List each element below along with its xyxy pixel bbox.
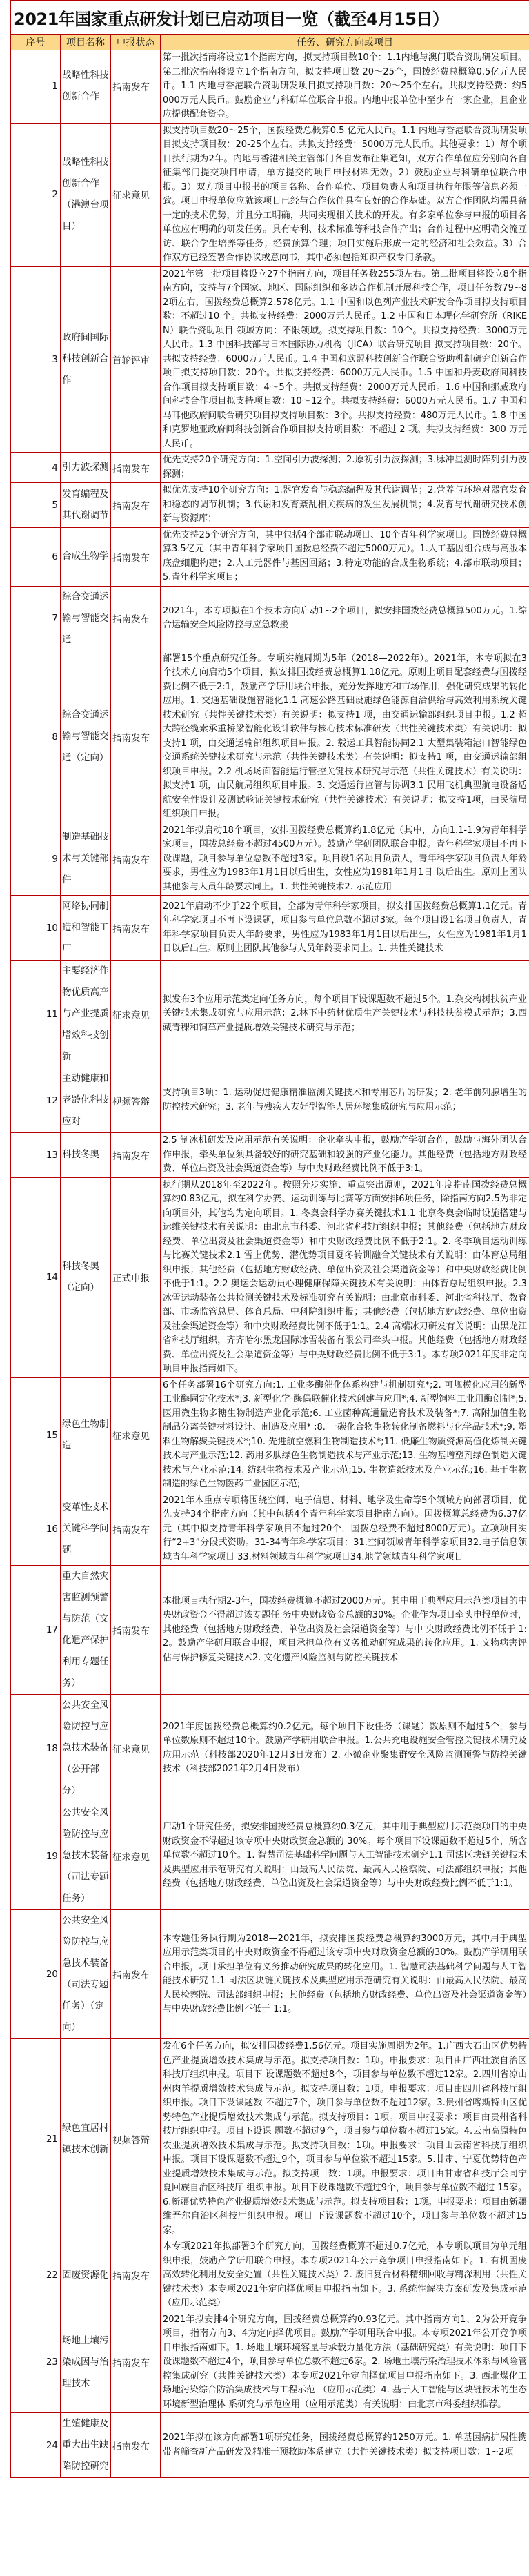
table-row	[11, 527, 529, 586]
table-row	[11, 1068, 529, 1133]
tasks-cell[interactable]: 执行期从2018年至2022年。按照分步实施、重点突出原则，2021年度指南国拨经费总概算约0.83亿元，拟在科学办赛、运动训练与比赛等方面安排6项任务，除指南方向2.5为非定向项目外，其他均为定向项目。1. 冬奥会科学办赛关键技术1.1 北京冬奥会临时设施搭建与运维关键技术有关说明：由北京市科委、河北省科技厅组织申报；其他经费（包括地方财政经费、单位出资及社会渠道资金等）和中央财政经费比例不低于2:1。2. 冬季项目运动训练与比赛关键技术2.1 雪上优势、潜优势项目夏冬转训融合关键技术有关说明：由体育总局组织申报；其他经费（包括地方财政经费、单位出资及社会渠道资金等）和中央财政经费比例不低于1:1。2.2 奥运会运动员心理健康保障关键技术有关说明：由体育总局组织申报。2.3 冰雪运动装备公共检测关键技术及标准研究有关说明：由北京市科委、河北省科技厅、教育部、市场监管总局、体育总局、中科院组织申报；其他经费（包括地方财政经费、单位出资及社会渠道资金等）和中央财政经费比例不低于1:1。2.4 高端冰刀研发有关说明：由黑龙江省科技厅组织，齐齐哈尔黑龙国际冰雪装备有限公司牵头申报。其他经费（包括地方财政经费、单位出资及社会渠道资金等）与中央财政经费比例不低于3:1。本专项2021年度非定向项目申报指南如下。	[161, 1177, 529, 1377]
status-cell[interactable]: 指南发布	[111, 651, 161, 823]
tasks-cell[interactable]: 拟发布3个应用示范类定向任务方向，每个项目下设课题数不超过5个。1.杂交构树扶贫产业关键技术集成研究与应用示范；2.林下中药材优质生产关键技术与科技扶贫模式示范；3.西藏青稞和饲草产业提质增效关键技术研究与示范；	[161, 961, 529, 1068]
status-cell[interactable]: 视频答辩	[111, 1068, 161, 1133]
tasks-cell[interactable]: 本专项2021年拟部署3个研究方向，国拨经费概算不超过0.7亿元，本专项以项目为单元组织申报，鼓励产学研用联合申报。本专项2021年公开竞争项目申报指南如下。1. 有机固废高效转化利用及安全处置（共性关键技术类）2. 废旧复合材料精细回收与精深利用（共性关键技术类）本专项2021年定向择优项目申报指南如下。3. 系统性解决方案研发及集成示范（应用示范类）	[161, 2239, 529, 2312]
tasks-cell[interactable]: 本批项目执行期2-3年，国拨经费概算不超过2000万元。其中用于典型应用示范类项目的中央财政资金不得超过该专题任 务中央财政资金总额的30%。企业作为项目牵头申报单位时，其他经费（包括地方财政经费、单位出资及社会渠道资金等）与中 央财政经费比例不低于 1:2。鼓励产学研用联合申报，项目承担单位有义务推动研究成果的转化应用。1. 文物病害评估与保护修复关键技术2. 文化遗产风险监测与防控关键技术	[161, 1566, 529, 1695]
table-row	[11, 123, 529, 266]
row-number-cell[interactable]: 22	[11, 2239, 61, 2312]
tasks-cell[interactable]: 2021年度国拨经费总概算约0.2亿元。每个项目下设任务（课题）数原则不超过5个，参与单位数原则不超过10个。鼓励产学研用联合申报。1.公共充电设施安全管控关键技术研究及应用示范（科技部2020年12月3日发布）2. 小微企业聚集群安全风险监测预警与防控关键技术（科技部2021年2月4日发布）	[161, 1695, 529, 1802]
table-row	[11, 2413, 529, 2478]
status-cell[interactable]: 指南发布	[111, 483, 161, 528]
status-cell[interactable]: 征求意见	[111, 123, 161, 266]
table-row	[11, 961, 529, 1068]
status-cell[interactable]: 征求意见	[111, 1695, 161, 1802]
row-number-cell[interactable]: 19	[11, 1802, 61, 1910]
table-row	[11, 2039, 529, 2239]
status-cell[interactable]: 指南发布	[111, 50, 161, 124]
status-cell[interactable]: 指南发布	[111, 586, 161, 651]
table-row	[11, 1695, 529, 1802]
table-row	[11, 266, 529, 453]
table-row	[11, 1910, 529, 2039]
table-row	[11, 2312, 529, 2413]
row-gutter	[0, 0, 10, 2478]
row-number-cell[interactable]: 10	[11, 896, 61, 961]
project-name-cell[interactable]: 战略性科技创新合作	[61, 50, 111, 124]
row-number-cell[interactable]: 21	[11, 2039, 61, 2239]
row-number-cell[interactable]: 17	[11, 1566, 61, 1695]
status-cell[interactable]: 指南发布	[111, 453, 161, 483]
table-row	[11, 2239, 529, 2312]
tasks-cell[interactable]: 第一批次指南将设立1个指南方向，拟支持项目数10个：1.1内地与澳门联合资助研发项目。第二批次指南将设立1个指南方向，拟支持项目数 20～25个，国拨经费总概算0.5亿元人民币。1.1 内地与香港联合资助研发项目拟支持项目数：20～25个左右。共拟支持经费：约5000万元人民币。鼓励企业与科研单位联合申报。内地申报单位中至少有一家企业，且企业应提供配套资金。	[161, 50, 529, 124]
row-number-cell[interactable]: 15	[11, 1377, 61, 1493]
projects-table	[10, 0, 529, 2478]
project-name-cell[interactable]: 固废资源化	[61, 2239, 111, 2312]
project-name-cell[interactable]: 引力波探测	[61, 453, 111, 483]
row-number-cell[interactable]: 2	[11, 123, 61, 266]
tasks-cell[interactable]: 2021年，本专项拟在1个技术方向启动1~2个项目，拟安排国拨经费总概算500万元。1.综合运输安全风险防控与应急救援	[161, 586, 529, 651]
row-number-cell[interactable]: 14	[11, 1177, 61, 1377]
row-number-cell[interactable]: 18	[11, 1695, 61, 1802]
row-number-cell[interactable]: 23	[11, 2312, 61, 2413]
tasks-cell[interactable]: 支持项目3项：1. 运动促进健康精准监测关键技术和专用芯片的研发；2. 老年前列腺增生的防控技术研究；3. 老年与残疾人友好型智能人居环境集成研究与应用示范；	[161, 1068, 529, 1133]
column-header-project-name[interactable]: 项目名称	[61, 35, 111, 50]
row-number-cell[interactable]: 13	[11, 1133, 61, 1178]
table-row	[11, 1802, 529, 1910]
project-name-cell[interactable]: 公共安全风险防控与应急技术装备（司法专题任务）	[61, 1802, 111, 1910]
status-cell[interactable]: 指南发布	[111, 823, 161, 896]
status-cell[interactable]: 指南发布	[111, 2239, 161, 2312]
status-cell[interactable]: 首轮评审	[111, 266, 161, 453]
status-cell[interactable]: 指南发布	[111, 2413, 161, 2478]
status-cell[interactable]: 指南发布	[111, 1566, 161, 1695]
tasks-cell[interactable]: 本专题任务执行期为2018—2021年，拟安排国拨经费总概算约3000万元，其中用于典型应用示范类项目的中央财政资金不得超过该专项中央财政资金总额的30%。鼓励产学研用联合申报，项目承担单位有义务推动研究成果的转化应用。1. 智慧司法基础科学问题与人工智能技术研究 1.1 司法区块链关键技术及典型应用示范研究有关说明：由最高人民法院、最高人民检察院、司法部组织申报；其他经费（包括地方财政经费、单位出资及社会渠道资金等）与中央财政经费比例不低于 1:1。	[161, 1910, 529, 2039]
table-row	[11, 1133, 529, 1178]
row-number-cell[interactable]: 20	[11, 1910, 61, 2039]
status-cell[interactable]: 视频答辩	[111, 2039, 161, 2239]
tasks-cell[interactable]: 优先支持25个研究方向，其中包括4个部市联动项目、10个青年科学家项目。国拨经费总概算3.5亿元（其中青年科学家项目国拨总经费不超过5000万元）。1.人工基因组合成与高版本底盘细胞构建；2.人工元器件与基因回路；3.特定功能的合成生物系统；4.部市联动项目；5.青年科学家项目；	[161, 527, 529, 586]
row-number-cell[interactable]: 4	[11, 453, 61, 483]
tasks-cell[interactable]: 2021年启动不少于22个项目，全部为青年科学家项目，拟安排国拨经费总概算1.1亿元。青年科学家项目不再下设课题，项目参与单位总数不超过3家。每个项目设1名项目负责人，青年科学家项目负责人年龄要求，男性应为1983年1月1日以后出生，女性应为1981年1月1日以后出生。原则上团队其他参与人员年龄要求同上。1. 共性关键技术	[161, 896, 529, 961]
status-cell[interactable]: 正式申报	[111, 1177, 161, 1377]
project-name-cell[interactable]: 主要经济作物优质高产与产业提质增效科技创新	[61, 961, 111, 1068]
tasks-cell[interactable]: 2021年拟在该方向部署1项研究任务，国拨经费总概算约1250万元。1. 单基因病扩展性携带者筛查新产品研发及精准干预救助体系建立（共性关键技术类）拟支持项目数：1~2项	[161, 2413, 529, 2478]
project-name-cell[interactable]: 合成生物学	[61, 527, 111, 586]
table-row	[11, 50, 529, 124]
row-number-cell[interactable]: 9	[11, 823, 61, 896]
table-row	[11, 651, 529, 823]
project-name-cell[interactable]: 场地土壤污染成因与治理技术	[61, 2312, 111, 2413]
page-title[interactable]: 2021年国家重点研发计划已启动项目一览（截至4月15日）	[11, 1, 529, 35]
status-cell[interactable]: 征求意见	[111, 961, 161, 1068]
project-name-cell[interactable]: 公共安全风险防控与应急技术装备（公开部分）	[61, 1695, 111, 1802]
project-name-cell[interactable]: 公共安全风险防控与应急技术装备（司法专题任务）（定向）	[61, 1910, 111, 2039]
row-number-cell[interactable]: 11	[11, 961, 61, 1068]
row-number-cell[interactable]: 6	[11, 527, 61, 586]
status-cell[interactable]: 指南发布	[111, 896, 161, 961]
project-name-cell[interactable]: 科技冬奥（定向）	[61, 1177, 111, 1377]
project-name-cell[interactable]: 战略性科技创新合作（港澳台项目）	[61, 123, 111, 266]
project-name-cell[interactable]: 政府间国际科技创新合作	[61, 266, 111, 453]
status-cell[interactable]: 征求意见	[111, 1377, 161, 1493]
project-name-cell[interactable]: 发育编程及其代谢调节	[61, 483, 111, 528]
tasks-cell[interactable]: 2021年拟启动18个项目，安排国拨经费总概算约1.8亿元（其中，方向1.1-1.9为青年科学家项目，国拨总经费不超过4500万元）。鼓励产学研团队联合申报。青年科学家项目不再下设课题，项目参与单位总数不超过3家。项目设1名项目负责人，青年科学家项目负责人年龄要求，男性应为1983年1月1日以后出生，女性应为1981年1月1日 以后出生。原则上团队其他参与人员年龄要求同上。1. 共性关键技术2. 示范应用	[161, 823, 529, 896]
row-number-cell[interactable]: 16	[11, 1493, 61, 1566]
tasks-cell[interactable]: 拟优先支持10个研究方向：1.器官发育与稳态编程及其代谢调节；2.营养与环境对器官发育和稳态的调节机制；3.代谢和发育紊乱相关疾病的发生发展机制；4.发育与代谢研究技术创新与资源库；	[161, 483, 529, 528]
status-cell[interactable]: 指南发布	[111, 2312, 161, 2413]
tasks-cell[interactable]: 6个任务部署16个研究方向:1. 工业多酶催化体系构建与机制研究*;2. 可规模化应用的新型工业酶固定化技术*;3. 新型化学-酶偶联催化技术创建与应用*;4. 新型饲料工业用酶创制*;5. 医用微生物多糖生物制造产业化示范;6. 工业菌种高通量选育技术及装备*;7. 高附加值生物制品分离关键材料设计、制造及应用* ;8. 一碳化合物生物转化制备燃料与化学品技术*;9. 塑料生物解聚关键技术*;10. 先进航空燃料生物制造技术*;11. 低廉生物质资源高值化炼制关键技术与产业示范;12. 药用多肽绿色生物制造技术与产业示范;13. 生物基增塑剂绿色制造关键技术与产业示范;14. 纺织生物技术及产业示范;15. 生物造纸技术及产业示范;16. 基于生物制造的绿色生物医药工业园区示范;	[161, 1377, 529, 1493]
status-cell[interactable]: 指南发布	[111, 527, 161, 586]
table-body	[11, 50, 529, 2478]
project-name-cell[interactable]: 综合交通运输与智能交通	[61, 586, 111, 651]
table-row	[11, 483, 529, 528]
project-name-cell[interactable]: 重大自然灾害监测预警与防范（文化遗产保护利用专题任务）	[61, 1566, 111, 1695]
status-cell[interactable]: 指南发布	[111, 1910, 161, 2039]
tasks-cell[interactable]: 拟支持项目数20～25个，国拨经费总概算0.5 亿元人民币。1.1 内地与香港联合资助研发项目拟支持项目数：20-25个左右。共拟支持经费：5000万元人民币。其他要求：1）每个项目执行期为2年。内地与香港相关主管部门各自发布征集通知，双方合作单位应分别向各自征集部门提交项目申请，单方提交的项目申报材料无效。2）鼓励企业与科研单位联合申报。3）双方项目申报书的项目名称、合作单位、项目负责人和项目执行年限等信息必须一致。项目申报单位应就该项目已经与合作伙伴具有良好的合作基础。双方合作团队均需具备一定的技术优势，并且分工明确，共同实现相关技术的开发。有多家单位参与申报的项目各单位应有明确的研发任务。具有专利、技术标准等科技合作产出；合作过程中应明确交流互访、联合学生培养等任务；经费预算合理；项目实施后形成一定的经济和社会效益。3）合作双方已经签署合作协议或意向书，其中必须包括知识产权专门条款。	[161, 123, 529, 266]
title-row	[11, 1, 529, 35]
project-name-cell[interactable]: 主动健康和老龄化科技应对	[61, 1068, 111, 1133]
column-header-tasks[interactable]: 任务、研究方向或项目	[161, 35, 529, 50]
row-number-cell[interactable]: 1	[11, 50, 61, 124]
table-row	[11, 1566, 529, 1695]
tasks-cell[interactable]: 启动1个研究任务，拟安排国拨经费总概算约0.3亿元，其中用于典型应用示范类项目的中央财政资金不得超过该专项中央财政资金总额的 30%。每个项目下设课题数不超过5个，所含单位数不超过10个。1. 智慧司法基础科学问题与人工智能技术研究1.1 司法区块链关键技术及典型应用示范研究有关说明：由最高人民法院、最高人民检察院、司法部组织申报；其他经费（包括地方财政经费、单位出资及社会渠道资金等）与中央财政经费比例不低于1:1。	[161, 1802, 529, 1910]
table-row	[11, 1177, 529, 1377]
project-name-cell[interactable]: 制造基础技术与关键部件	[61, 823, 111, 896]
project-name-cell[interactable]: 变革性技术关键科学问题	[61, 1493, 111, 1566]
tasks-cell[interactable]: 部署15个重点研究任务。专项实施周期为5年（2018—2022年）。2021年，本专项拟在3个技术方向启动5个项目，拟安排国拨经费总概算1.18亿元。原则上项目配套经费与国拨经费比例不低于2:1，鼓励产学研用联合申报，充分发挥地方和市场作用，强化研究成果的转化应用。1. 交通基础设施智能化1.1 高速公路基础设施绿色能源自洽供给与高效利用系统关键技术研究（共性关键技术类）有关说明：拟支持1 项，由交通运输部组织项目申报。1.2 超大跨径缆索承重桥梁智能化设计软件与核心技术标准研发（共性关键技术类）有关说明：拟支持1 项，由交通运输部组织项目申报。2. 载运工具智能协同2.1 大型集装箱港口智能绿色交通系统关键技术研究与示范（共性关键技术类）有关说明：拟支持1 项，由交通运输部组织项目申报。2.2 机场场面智能运行管控关键技术研究与示范（共性关键技术）有关说明：拟支持1 项，由民航局组织项目申报。3. 交通运行监管与协调3.1 民用飞机典型航电设备适航安全性设计及测试验证关键技术研究（共性关键技术）有关说明：拟支持1项，由民航局组织项目申报。	[161, 651, 529, 823]
status-cell[interactable]: 指南发布	[111, 1133, 161, 1178]
row-number-cell[interactable]: 8	[11, 651, 61, 823]
table-row	[11, 823, 529, 896]
row-number-cell[interactable]: 7	[11, 586, 61, 651]
table-row	[11, 586, 529, 651]
table-row	[11, 1493, 529, 1566]
tasks-cell[interactable]: 2021年拟安排4个研究方向，国拨经费总概算约0.93亿元。其中指南方向1、2为公开竞争项目，指南方向3、4为定向择优项目。鼓励产学研用联合申报。本专项2021年公开竞争项目申报指南如下。1. 场地土壤环境容量与承载力量化方法（基础研究类）有关说明：项目下设课题数不超过4个，项目参与单位总数不超过6家。2. 场地土壤污染治理技术体系与风险管控集成研究（共性关键技术类）本专项2021年定向择优项目申报指南如下。3. 西北煤化工场地污染综合防治集成技术与工程示范 （应用示范类）4. 基于人工智能与区块链技术的生态环境新型治理体 系研究与示范应用（应用示范类）有关说明：由北京市科委组织推荐。	[161, 2312, 529, 2413]
project-name-cell[interactable]: 科技冬奥	[61, 1133, 111, 1178]
tasks-cell[interactable]: 发布6个任务方向，拟安排国拨经费1.56亿元。项目实施周期为2年。1.广西大石山区优势特色产业提质增效技术集成与示范。拟支持项目数：1项。申报要求：项目由广西壮族自治区科技厅组织申报。项目下 设课题数不超过8个，项目参与单位数不超过12家。2.四川省凉山州肉羊提质增效技术集成与示范。拟支持项目数：1项。申报要求：项目由四川省科技厅组织申报。项目下设课题数 不超过7个，项目参与单位数不超过12家。3.贵州省喀斯特山区优势特色产业提质增效技术集成与示范。拟支持项目：1项。项目申报要求：项目由贵州省科技厅组织申报。项目下设课 题数不超过9个，项目参与单位数不超过15家。4.云南高原特色农业提质增效技术集成与示范。拟支持项目数：1项。申报要求：项目由云南省科技厅组织申报。项目下设课题数不超过9个，项目参与单位数不超过15家。5.甘肃、宁夏优势特色产业提质增效技术集成与示范。拟支持项目数：1项。申报要求：项目由甘肃省科技厅会同宁夏回族自治区科技厅 组织申报。项目下设课题数不超过9个，项目参与单位数不超过 15家。6.新疆优势特色产业提质增效技术集成与示范。拟支持项目数：1项。申报要求：项目由新疆维吾尔自治区科技厅组织申报。项目 下设课题数不超过10个，项目参与单位数不超过15家。	[161, 2039, 529, 2239]
table-row	[11, 896, 529, 961]
project-name-cell[interactable]: 绿色生物制造	[61, 1377, 111, 1493]
project-name-cell[interactable]: 生殖健康及重大出生缺陷防控研究	[61, 2413, 111, 2478]
row-number-cell[interactable]: 24	[11, 2413, 61, 2478]
project-name-cell[interactable]: 网络协同制造和智能工厂	[61, 896, 111, 961]
column-header-status[interactable]: 申报状态	[111, 35, 161, 50]
tasks-cell[interactable]: 2.5 制冰机研发及应用示范有关说明：企业牵头申报，鼓励产学研合作，鼓励与海外团队合作申报，牵头单位须具备较好的研究基础和较强的产业化能力。其他经费（包括地方财政经费、单位出资及社会渠道资金等）与中央财政经费比例不低于3:1。	[161, 1133, 529, 1178]
tasks-cell[interactable]: 优先支持20个研究方向：1.空间引力波探测；2.原初引力波探测；3.脉冲星测时阵列引力波探测；	[161, 453, 529, 483]
table-row	[11, 1377, 529, 1493]
row-number-cell[interactable]: 12	[11, 1068, 61, 1133]
tasks-cell[interactable]: 2021年第一批项目将设立27个指南方向，项目任务数255项左右。第二批项目将设立8个指南方向，支持与7个国家、地区、国际组织和多边合作机制开展科技合作，项目任务数79~82项左右，国拨经费总概算2.578亿元。1.1 中国和以色列产业技术研发合作项目拟支持项目数：不超过10 个。共拟支持经费：2000万元人民币。1.2 中国和日本理化学研究所（RIKEN）联合资助项目 领域方向：不限领域。拟支持项目数：10个。共拟支持经费：3000万元人民币。1.3 中国科技部与日本国际协力机构（JICA）联合研究项目 拟支持项目数：20个。共拟支持经费：6000万元人民币。1.4 中国和欧盟科技创新合作联合资助机制研究创新合作项目拟支持项目数：20个。共拟支持经费：6000万元人民币。1.5 中国和丹麦政府间科技合作项目拟支持项目数：4～5个。共拟支持经费：2000万元人民币。1.6 中国和挪威政府间科技合作项目拟支持项目数：10～12个。共拟支持经费：6000万元人民币。1.7 中国和马耳他政府间联合研究项目拟支持项目数：3个。共拟支持经费：480万元人民币。1.8 中国和克罗地亚政府间科技创新合作项目拟支持项目数：不超过 2 项。共拟支持经费：300 万元人民币。	[161, 266, 529, 453]
project-name-cell[interactable]: 绿色宜居村镇技术创新	[61, 2039, 111, 2239]
table-row	[11, 453, 529, 483]
status-cell[interactable]: 指南发布	[111, 1493, 161, 1566]
row-number-cell[interactable]: 5	[11, 483, 61, 528]
status-cell[interactable]: 征求意见	[111, 1802, 161, 1910]
header-row	[11, 35, 529, 50]
project-name-cell[interactable]: 综合交通运输与智能交通（定向）	[61, 651, 111, 823]
column-header-number[interactable]: 序号	[11, 35, 61, 50]
row-number-cell[interactable]: 3	[11, 266, 61, 453]
tasks-cell[interactable]: 2021年本重点专项将围绕空间、电子信息、材料、地学及生命等5个领域方向部署项目，优先支持34个指南方向（其中包括4个青年科学家项目指南方向）。国拨概算总经费为6.37亿元（其中拟支持青年科学家项目不超过20个，国拨总经费不超过8000万元）。立项项目实行“2+3”分段式资助。31-34青年科学家项目：31.空间领域青年科学家项目32.电子信息领域青年科学家项目 33.材料领域青年科学家项目34.地学领域青年科学家项目	[161, 1493, 529, 1566]
